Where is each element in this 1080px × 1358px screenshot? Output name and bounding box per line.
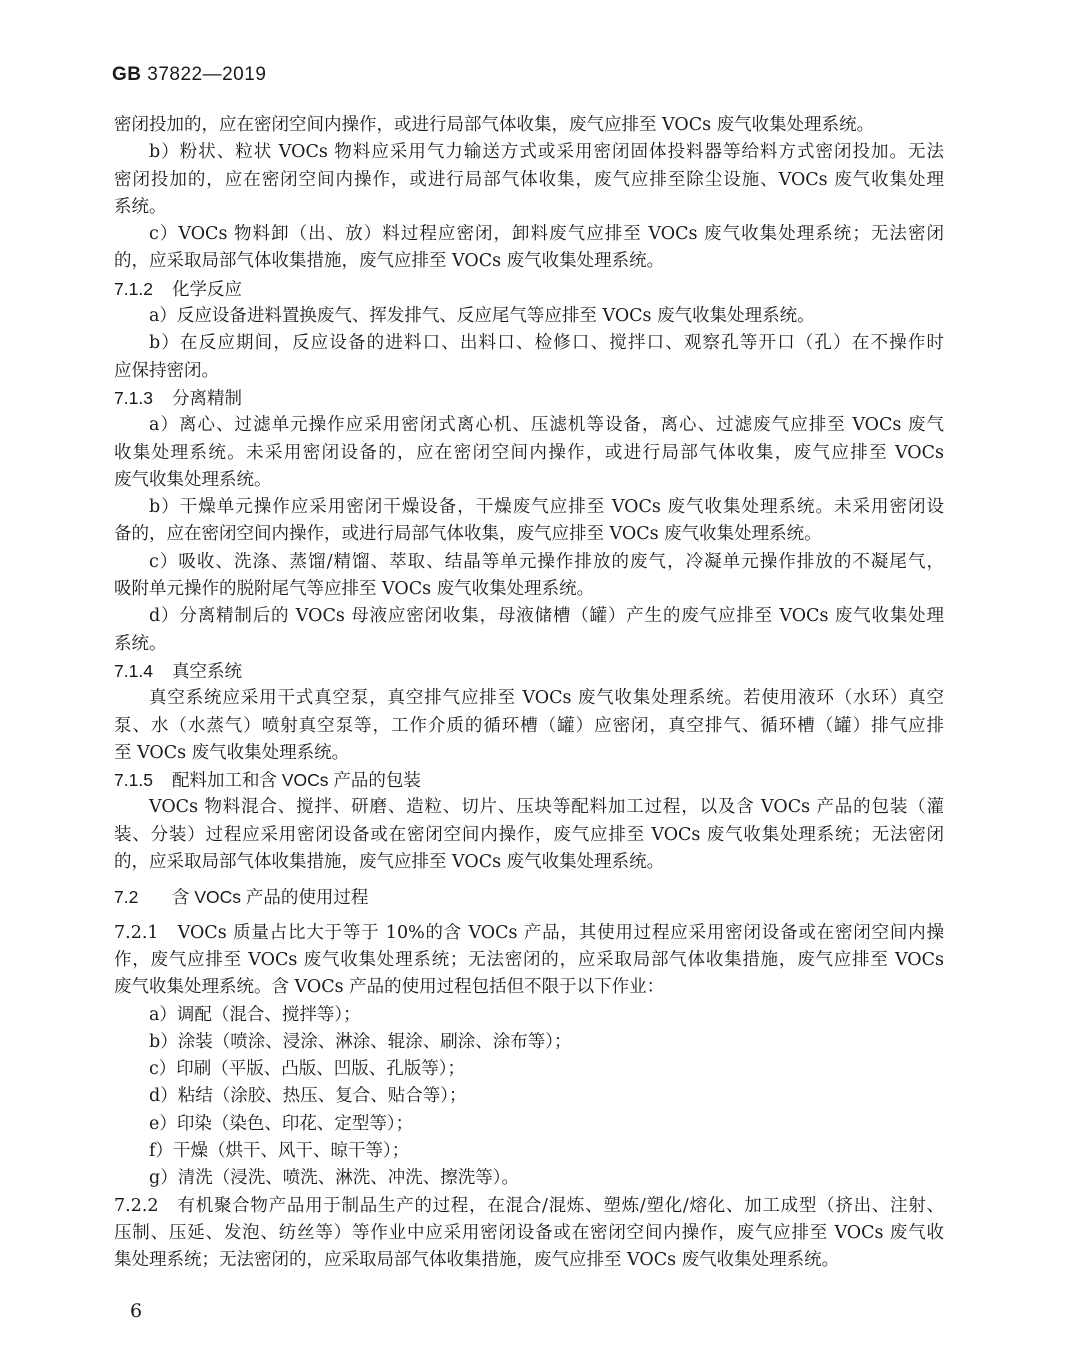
- text-line: 作，废气应排至 VOCs 废气收集处理系统；无法密闭的，应采取局部气体收集措施，废气应排至 VOCs: [114, 949, 944, 970]
- text-line: 集处理系统；无法密闭的，应采取局部气体收集措施，废气应排至 VOCs 废气收集处理系统。: [114, 1250, 840, 1271]
- text-line: g）清洗（浸洗、喷洗、淋洗、冲洗、擦洗等）。: [149, 1168, 519, 1189]
- text-line: d）分离精制后的 VOCs 母液应密闭收集，母液储槽（罐）产生的废气应排至 VOCs 废气收集处理: [149, 606, 944, 627]
- clause-heading: [114, 658, 944, 685]
- text-line: 密闭投加的，应在密闭空间内操作，或进行局部气体收集，废气应排至除尘设施、VOCs 废气收集处理: [114, 169, 944, 190]
- page-number: 6: [130, 1300, 143, 1322]
- text-line: 废气收集处理系统。含 VOCs 产品的使用过程包括但不限于以下作业：: [114, 977, 665, 998]
- text-line: 应保持密闭。: [114, 360, 219, 381]
- standard-number: 37822—2019: [147, 64, 267, 85]
- clause-title: 分离精制: [172, 387, 242, 408]
- text-line: c）印刷（平版、凸版、凹版、孔版等）；: [149, 1059, 466, 1080]
- text-line: d）粘结（涂胶、热压、复合、贴合等）；: [149, 1086, 467, 1107]
- text-line: c）VOCs 物料卸（出、放）料过程应密闭，卸料废气应排至 VOCs 废气收集处理系统；无法密闭: [149, 224, 944, 245]
- clause-number: 7.1.5: [114, 770, 153, 791]
- text-line: 备的，应在密闭空间内操作，或进行局部气体收集，废气应排至 VOCs 废气收集处理系统。: [114, 524, 822, 545]
- clause-heading: [114, 385, 944, 412]
- text-line: VOCs 物料混合、搅拌、研磨、造粒、切片、压块等配料加工过程，以及含 VOCs 产品的包装（灌: [149, 797, 944, 818]
- text-line: b）干燥单元操作应采用密闭干燥设备，干燥废气应排至 VOCs 废气收集处理系统。未采用密闭设: [149, 497, 944, 518]
- text-line: e）印染（染色、印花、定型等）；: [149, 1113, 414, 1134]
- clause-number: 7.1.2: [114, 278, 153, 299]
- text-line: 装、分装）过程应采用密闭设备或在密闭空间内操作，废气应排至 VOCs 废气收集处理系统；无法密闭: [114, 824, 944, 845]
- clause-title: 含 VOCs 产品的使用过程: [172, 887, 369, 908]
- clause-number: 7.1.4: [114, 660, 153, 681]
- text-line: c）吸收、洗涤、蒸馏/精馏、萃取、结晶等单元操作排放的废气，冷凝单元操作排放的不凝尾气，: [149, 551, 944, 572]
- text-line: 泵、水（水蒸气）喷射真空泵等，工作介质的循环槽（罐）应密闭，真空排气、循环槽（罐）排气应排: [114, 715, 944, 736]
- text-line: 收集处理系统。未采用密闭设备的，应在密闭空间内操作，或进行局部气体收集，废气应排至 VOCs: [114, 442, 944, 463]
- text-line: a）反应设备进料置换废气、挥发排气、反应尾气等应排至 VOCs 废气收集处理系统。: [149, 306, 815, 327]
- text-line: 系统。: [114, 633, 167, 654]
- clause-heading: [114, 276, 944, 303]
- clause-number: 7.2: [114, 887, 139, 908]
- text-line: 压制、压延、发泡、纺丝等）等作业中应采用密闭设备或在密闭空间内操作，废气应排至 VOCs 废气收: [114, 1222, 944, 1243]
- clause-title: 配料加工和含 VOCs 产品的包装: [172, 770, 421, 791]
- page-header: [112, 64, 266, 86]
- text-line: 系统。: [114, 196, 167, 217]
- clause-heading: [114, 884, 944, 911]
- section-gap: [114, 876, 944, 884]
- section-gap: [114, 912, 944, 920]
- clause-number: 7.1.3: [114, 387, 153, 408]
- text-line: 的，应采取局部气体收集措施，废气应排至 VOCs 废气收集处理系统。: [114, 852, 665, 873]
- clause-heading: [114, 767, 944, 794]
- text-line: 吸附单元操作的脱附尾气等应排至 VOCs 废气收集处理系统。: [114, 579, 595, 600]
- text-line: b）在反应期间，反应设备的进料口、出料口、检修口、搅拌口、观察孔等开口（孔）在不操作时: [149, 333, 944, 354]
- standard-code: GB: [112, 64, 142, 85]
- text-line: b）涂装（喷涂、浸涂、淋涂、辊涂、刷涂、涂布等）；: [149, 1031, 572, 1052]
- text-line: 7.2.2 有机聚合物产品用于制品生产的过程，在混合/混炼、塑炼/塑化/熔化、加工成型（挤出、注射、: [114, 1195, 944, 1216]
- clause-title: 真空系统: [172, 660, 242, 681]
- text-line: a）调配（混合、搅拌等）；: [149, 1004, 361, 1025]
- text-line: 废气收集处理系统。: [114, 469, 272, 490]
- text-line: 至 VOCs 废气收集处理系统。: [114, 742, 350, 763]
- text-line: 7.2.1 VOCs 质量占比大于等于 10%的含 VOCs 产品，其使用过程应采用密闭设备或在密闭空间内操: [114, 922, 944, 943]
- clause-title: 化学反应: [172, 278, 242, 299]
- text-line: b）粉状、粒状 VOCs 物料应采用气力输送方式或采用密闭固体投料器等给料方式密闭投加。无法: [149, 142, 944, 163]
- text-line: f）干燥（烘干、风干、晾干等）；: [149, 1140, 410, 1161]
- text-line: a）离心、过滤单元操作应采用密闭式离心机、压滤机等设备，离心、过滤废气应排至 VOCs 废气: [149, 415, 944, 436]
- document-body: [114, 112, 944, 1274]
- text-line: 密闭投加的，应在密闭空间内操作，或进行局部气体收集，废气应排至 VOCs 废气收集处理系统。: [114, 115, 875, 135]
- text-line: 真空系统应采用干式真空泵，真空排气应排至 VOCs 废气收集处理系统。若使用液环（水环）真空: [149, 688, 944, 709]
- text-line: 的，应采取局部气体收集措施，废气应排至 VOCs 废气收集处理系统。: [114, 251, 665, 272]
